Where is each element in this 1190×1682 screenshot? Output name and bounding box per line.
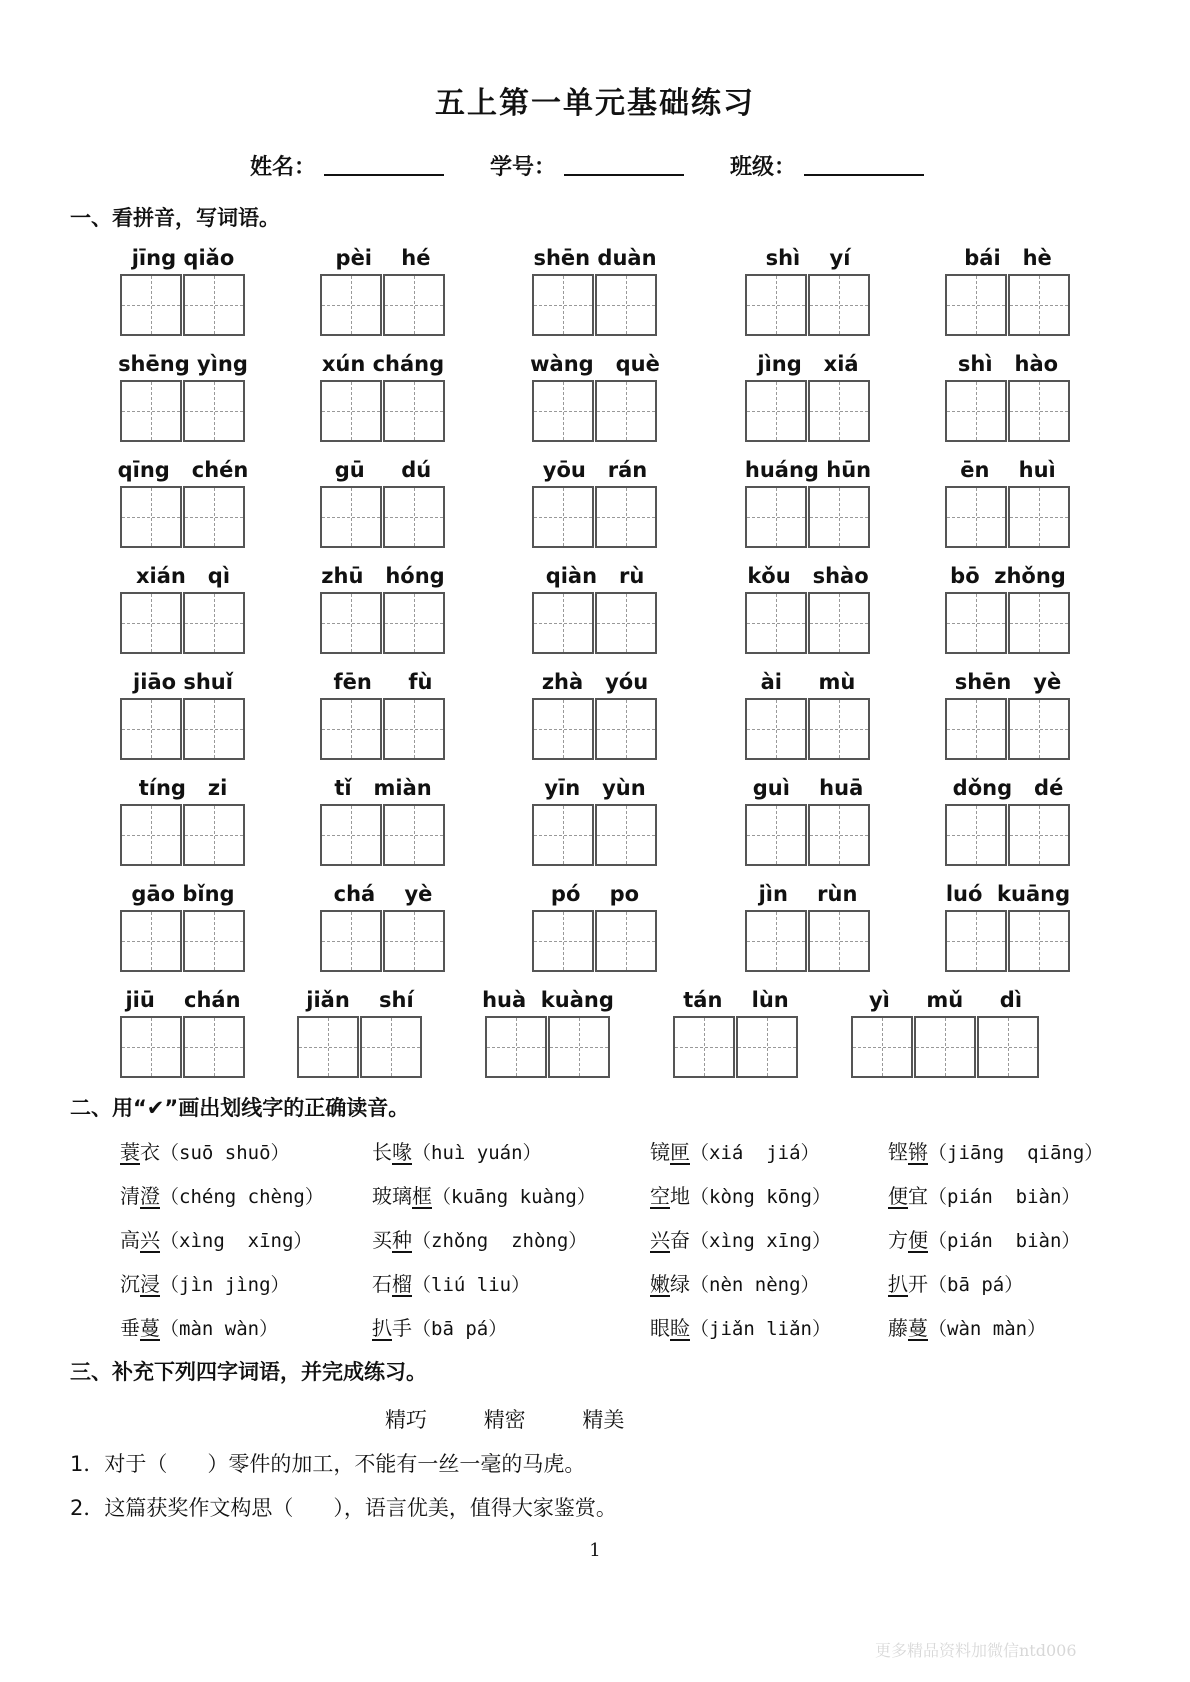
pronunciation-item[interactable] [650, 1312, 831, 1341]
tianzige-box[interactable] [320, 804, 382, 866]
writing-boxes [945, 804, 1071, 866]
tianzige-box[interactable] [183, 804, 245, 866]
pronunciation-item[interactable] [372, 1136, 542, 1165]
tianzige-box[interactable] [532, 592, 594, 654]
writing-boxes [745, 592, 871, 654]
name-field[interactable] [250, 150, 444, 181]
tianzige-box[interactable] [297, 1016, 359, 1078]
pronunciation-item[interactable] [120, 1180, 324, 1209]
underlined-char: 嫩 [650, 1272, 670, 1296]
tianzige-box[interactable] [183, 486, 245, 548]
tianzige-box[interactable] [120, 910, 182, 972]
class-blank[interactable] [804, 154, 924, 176]
tianzige-box[interactable] [183, 592, 245, 654]
tianzige-box[interactable] [1008, 380, 1070, 442]
pinyin-options[interactable]: （xìng xīng） [690, 1230, 831, 1252]
pinyin-label: jiǎn shí [306, 988, 414, 1012]
writing-boxes [320, 592, 446, 654]
writing-boxes [320, 486, 446, 548]
pronunciation-item[interactable] [120, 1224, 312, 1253]
tianzige-box[interactable] [945, 698, 1007, 760]
tianzige-box[interactable] [360, 1016, 422, 1078]
pinyin-label: gū dú [334, 458, 432, 482]
pinyin-label: shēn duàn [533, 246, 657, 270]
word-char: 镜 [650, 1140, 670, 1164]
number-label: 学号： [490, 155, 557, 180]
tianzige-box[interactable] [532, 486, 594, 548]
pinyin-label: dǒng dé [952, 776, 1064, 800]
tianzige-box[interactable] [320, 698, 382, 760]
tianzige-box[interactable] [808, 804, 870, 866]
tianzige-box[interactable] [320, 910, 382, 972]
tianzige-box[interactable] [183, 1016, 245, 1078]
tianzige-box[interactable] [120, 592, 182, 654]
name-blank[interactable] [324, 154, 444, 176]
pinyin-label: qiàn rù [545, 564, 645, 588]
word-char: 方 [888, 1228, 908, 1252]
pinyin-options[interactable]: （zhǒng zhòng） [412, 1230, 588, 1252]
tianzige-box[interactable] [808, 486, 870, 548]
tianzige-box[interactable] [383, 592, 445, 654]
writing-boxes [120, 1016, 246, 1078]
writing-boxes [120, 486, 246, 548]
word-char: 衣 [140, 1140, 160, 1164]
pinyin-label: ài mù [760, 670, 856, 694]
word-char: 买 [372, 1228, 392, 1252]
word-char: 清 [120, 1184, 140, 1208]
word-char: 绿 [670, 1272, 690, 1296]
underlined-char: 蔓 [908, 1316, 928, 1340]
word-char: 铿 [888, 1140, 908, 1164]
writing-boxes [945, 592, 1071, 654]
tianzige-box[interactable] [320, 274, 382, 336]
tianzige-box[interactable] [595, 804, 657, 866]
writing-boxes [673, 1016, 799, 1078]
pinyin-options[interactable]: （suō shuō） [160, 1142, 290, 1164]
pinyin-label: yì mǔ dì [868, 988, 1023, 1012]
pinyin-options[interactable]: （jìn jìng） [160, 1274, 290, 1296]
number-blank[interactable] [564, 154, 684, 176]
pinyin-label: shēn yè [954, 670, 1062, 694]
tianzige-box[interactable] [745, 910, 807, 972]
underlined-char: 澄 [140, 1184, 160, 1208]
pronunciation-item[interactable] [372, 1312, 507, 1341]
tianzige-box[interactable] [383, 910, 445, 972]
tianzige-box[interactable] [945, 804, 1007, 866]
writing-boxes [745, 698, 871, 760]
word-item: 精美 [582, 1408, 625, 1432]
name-label: 姓名： [250, 155, 317, 180]
tianzige-box[interactable] [673, 1016, 735, 1078]
word-char: 沉 [120, 1272, 140, 1296]
tianzige-box[interactable] [320, 380, 382, 442]
tianzige-box[interactable] [120, 698, 182, 760]
tianzige-box[interactable] [383, 274, 445, 336]
tianzige-box[interactable] [383, 804, 445, 866]
tianzige-box[interactable] [383, 486, 445, 548]
pronunciation-item[interactable] [888, 1224, 1080, 1253]
underlined-char: 便 [908, 1228, 928, 1252]
pronunciation-item[interactable] [650, 1224, 831, 1253]
writing-boxes [320, 698, 446, 760]
pinyin-label: zhà yóu [541, 670, 649, 694]
pronunciation-item[interactable] [120, 1136, 290, 1165]
writing-boxes [745, 910, 871, 972]
underlined-char: 匣 [670, 1140, 690, 1164]
tianzige-box[interactable] [745, 698, 807, 760]
writing-boxes [320, 804, 446, 866]
pinyin-label: pèi hé [335, 246, 431, 270]
page-title: 五上第一单元基础练习 [435, 86, 755, 121]
pinyin-options[interactable]: （kuāng kuàng） [432, 1186, 596, 1208]
pinyin-label: xián qì [135, 564, 231, 588]
pinyin-label: yīn yùn [544, 776, 646, 800]
writing-boxes [745, 274, 871, 336]
pinyin-label: jìng xiá [757, 352, 859, 376]
pinyin-options[interactable]: （jiāng qiāng） [928, 1142, 1104, 1164]
pinyin-label: fēn fù [333, 670, 433, 694]
tianzige-box[interactable] [808, 592, 870, 654]
underlined-char: 空 [650, 1184, 670, 1208]
class-label: 班级： [730, 155, 797, 180]
writing-boxes [745, 380, 871, 442]
pinyin-label: bō zhǒng [950, 564, 1066, 588]
pinyin-options[interactable]: （wàn màn） [928, 1318, 1047, 1340]
tianzige-box[interactable] [1008, 804, 1070, 866]
tianzige-box[interactable] [595, 592, 657, 654]
tianzige-box[interactable] [383, 380, 445, 442]
tianzige-box[interactable] [183, 910, 245, 972]
pinyin-label: gāo bǐng [131, 882, 235, 906]
tianzige-box[interactable] [120, 486, 182, 548]
pinyin-label: bái hè [964, 246, 1052, 270]
pinyin-label: jiū chán [125, 988, 241, 1012]
tianzige-box[interactable] [745, 804, 807, 866]
tianzige-box[interactable] [595, 380, 657, 442]
pinyin-label: jīng qiǎo [131, 246, 235, 270]
pinyin-label: tǐ miàn [334, 776, 432, 800]
tianzige-box[interactable] [808, 274, 870, 336]
pinyin-options[interactable]: （chéng chèng） [160, 1186, 324, 1208]
tianzige-box[interactable] [945, 380, 1007, 442]
tianzige-box[interactable] [183, 274, 245, 336]
underlined-char: 睑 [670, 1316, 690, 1340]
word-char: 藤 [888, 1316, 908, 1340]
watermark: 更多精品资料加微信ntd006 [875, 1641, 1077, 1660]
pinyin-label: yōu rán [542, 458, 648, 482]
tianzige-box[interactable] [977, 1016, 1039, 1078]
writing-boxes [120, 274, 246, 336]
writing-boxes [320, 910, 446, 972]
tianzige-box[interactable] [532, 804, 594, 866]
tianzige-box[interactable] [595, 486, 657, 548]
underlined-char: 便 [888, 1184, 908, 1208]
pinyin-options[interactable]: （kòng kōng） [690, 1186, 831, 1208]
pinyin-label: kǒu shào [747, 564, 869, 588]
pinyin-label: shēng yìng [118, 352, 248, 376]
pinyin-label: shì hào [957, 352, 1059, 376]
pinyin-options[interactable]: （nèn nèng） [690, 1274, 820, 1296]
word-item: 精密 [483, 1408, 526, 1432]
pronunciation-item[interactable] [650, 1136, 820, 1165]
page-number: 1 [589, 1540, 601, 1561]
pinyin-label: xún cháng [321, 352, 445, 376]
word-char: 石 [372, 1272, 392, 1296]
pinyin-options[interactable]: （xìng xīng） [160, 1230, 313, 1252]
writing-boxes [532, 274, 658, 336]
writing-boxes [320, 380, 446, 442]
pinyin-label: guì huā [752, 776, 864, 800]
tianzige-box[interactable] [532, 274, 594, 336]
word-char: 奋 [670, 1228, 690, 1252]
writing-boxes [532, 804, 658, 866]
underlined-char: 兴 [650, 1228, 670, 1252]
pinyin-label: chá yè [333, 882, 433, 906]
tianzige-box[interactable] [595, 910, 657, 972]
tianzige-box[interactable] [945, 910, 1007, 972]
writing-boxes [120, 910, 246, 972]
tianzige-box[interactable] [120, 380, 182, 442]
question-2[interactable]: 2．这篇获奖作文构思（ ），语言优美，值得大家鉴赏。 [70, 1496, 617, 1520]
tianzige-box[interactable] [945, 592, 1007, 654]
question-1[interactable]: 1．对于（ ）零件的加工，不能有一丝一毫的马虎。 [70, 1452, 586, 1476]
pinyin-options[interactable]: （jiǎn liǎn） [690, 1318, 831, 1340]
tianzige-box[interactable] [548, 1016, 610, 1078]
pinyin-label: qīng chén [117, 458, 249, 482]
pinyin-options[interactable]: （liú liu） [412, 1274, 531, 1296]
writing-boxes [745, 486, 871, 548]
tianzige-box[interactable] [532, 380, 594, 442]
pronunciation-item[interactable] [888, 1268, 1023, 1297]
tianzige-box[interactable] [532, 698, 594, 760]
writing-boxes [945, 380, 1071, 442]
underlined-char: 兴 [140, 1228, 160, 1252]
tianzige-box[interactable] [1008, 698, 1070, 760]
student-info-row [250, 150, 950, 180]
pronunciation-item[interactable] [372, 1224, 587, 1253]
tianzige-box[interactable] [914, 1016, 976, 1078]
pinyin-options[interactable]: （huì yuán） [412, 1142, 542, 1164]
underlined-char: 扒 [372, 1316, 392, 1340]
tianzige-box[interactable] [808, 380, 870, 442]
word-item: 精巧 [385, 1408, 427, 1432]
word-char: 眼 [650, 1316, 670, 1340]
pronunciation-item[interactable] [372, 1268, 530, 1297]
pronunciation-item[interactable] [650, 1268, 820, 1297]
tianzige-box[interactable] [745, 380, 807, 442]
pinyin-label: huà kuàng [482, 988, 614, 1012]
word-char: 长 [372, 1140, 392, 1164]
writing-boxes [945, 486, 1071, 548]
writing-boxes [120, 698, 246, 760]
writing-boxes [851, 1016, 1040, 1078]
writing-boxes [485, 1016, 611, 1078]
pronunciation-item[interactable] [888, 1136, 1103, 1165]
underlined-char: 种 [392, 1228, 412, 1252]
pinyin-options[interactable]: （pián biàn） [928, 1230, 1081, 1252]
pinyin-options[interactable]: （bā pá） [412, 1318, 508, 1340]
word-bank [385, 1404, 674, 1434]
underlined-char: 框 [412, 1184, 432, 1208]
pinyin-options[interactable]: （xiá jiá） [690, 1142, 820, 1164]
pinyin-options[interactable]: （pián biàn） [928, 1186, 1081, 1208]
pinyin-label: zhū hóng [321, 564, 445, 588]
underlined-char: 蔓 [140, 1316, 160, 1340]
writing-boxes [320, 274, 446, 336]
writing-boxes [945, 910, 1071, 972]
pinyin-label: luó kuāng [945, 882, 1071, 906]
pinyin-options[interactable]: （bā pá） [928, 1274, 1024, 1296]
word-char: 宜 [908, 1184, 928, 1208]
pronunciation-item[interactable] [372, 1180, 596, 1209]
tianzige-box[interactable] [1008, 910, 1070, 972]
section2-heading: 二、用“✔”画出划线字的正确读音。 [70, 1096, 410, 1120]
pronunciation-item[interactable] [888, 1180, 1080, 1209]
pinyin-label: jìn rùn [758, 882, 858, 906]
tianzige-box[interactable] [745, 592, 807, 654]
pinyin-label: huáng hūn [744, 458, 872, 482]
tianzige-box[interactable] [736, 1016, 798, 1078]
pinyin-label: tán lùn [683, 988, 789, 1012]
section1-heading: 一、看拼音，写词语。 [70, 206, 280, 230]
pinyin-label: jiāo shuǐ [133, 670, 233, 694]
underlined-char: 喙 [392, 1140, 412, 1164]
tianzige-box[interactable] [1008, 592, 1070, 654]
pronunciation-item[interactable] [120, 1268, 290, 1297]
tianzige-box[interactable] [808, 910, 870, 972]
pinyin-label: shì yí [765, 246, 851, 270]
tianzige-box[interactable] [183, 380, 245, 442]
tianzige-box[interactable] [120, 804, 182, 866]
tianzige-box[interactable] [945, 486, 1007, 548]
writing-boxes [945, 698, 1071, 760]
underlined-char: 锵 [908, 1140, 928, 1164]
tianzige-box[interactable] [183, 698, 245, 760]
word-char: 垂 [120, 1316, 140, 1340]
pinyin-options[interactable]: （màn wàn） [160, 1318, 279, 1340]
pronunciation-item[interactable] [650, 1180, 831, 1209]
pinyin-label: wàng què [530, 352, 660, 376]
tianzige-box[interactable] [1008, 486, 1070, 548]
underlined-char: 蓑 [120, 1140, 140, 1164]
underlined-char: 榴 [392, 1272, 412, 1296]
tianzige-box[interactable] [485, 1016, 547, 1078]
tianzige-box[interactable] [808, 698, 870, 760]
writing-boxes [532, 698, 658, 760]
pronunciation-item[interactable] [120, 1312, 278, 1341]
tianzige-box[interactable] [945, 274, 1007, 336]
tianzige-box[interactable] [595, 274, 657, 336]
tianzige-box[interactable] [120, 274, 182, 336]
word-char: 手 [392, 1316, 412, 1340]
word-char: 高 [120, 1228, 140, 1252]
writing-boxes [120, 592, 246, 654]
writing-boxes [532, 592, 658, 654]
writing-boxes [120, 804, 246, 866]
word-char: 玻璃 [372, 1184, 412, 1208]
tianzige-box[interactable] [320, 592, 382, 654]
underlined-char: 扒 [888, 1272, 908, 1296]
tianzige-box[interactable] [532, 910, 594, 972]
pinyin-label: pó po [550, 882, 640, 906]
tianzige-box[interactable] [383, 698, 445, 760]
writing-boxes [945, 274, 1071, 336]
writing-boxes [532, 910, 658, 972]
pinyin-label: tíng zi [138, 776, 228, 800]
tianzige-box[interactable] [1008, 274, 1070, 336]
writing-boxes [745, 804, 871, 866]
tianzige-box[interactable] [595, 698, 657, 760]
class-field[interactable] [730, 150, 924, 181]
pinyin-label: ēn huì [960, 458, 1056, 482]
section3-heading: 三、补充下列四字词语，并完成练习。 [70, 1360, 427, 1384]
tianzige-box[interactable] [120, 1016, 182, 1078]
writing-boxes [297, 1016, 423, 1078]
writing-boxes [532, 380, 658, 442]
pronunciation-item[interactable] [888, 1312, 1046, 1341]
underlined-char: 浸 [140, 1272, 160, 1296]
word-char: 开 [908, 1272, 928, 1296]
number-field[interactable] [490, 150, 684, 181]
writing-boxes [120, 380, 246, 442]
tianzige-box[interactable] [320, 486, 382, 548]
tianzige-box[interactable] [851, 1016, 913, 1078]
tianzige-box[interactable] [745, 486, 807, 548]
word-char: 地 [670, 1184, 690, 1208]
writing-boxes [532, 486, 658, 548]
tianzige-box[interactable] [745, 274, 807, 336]
